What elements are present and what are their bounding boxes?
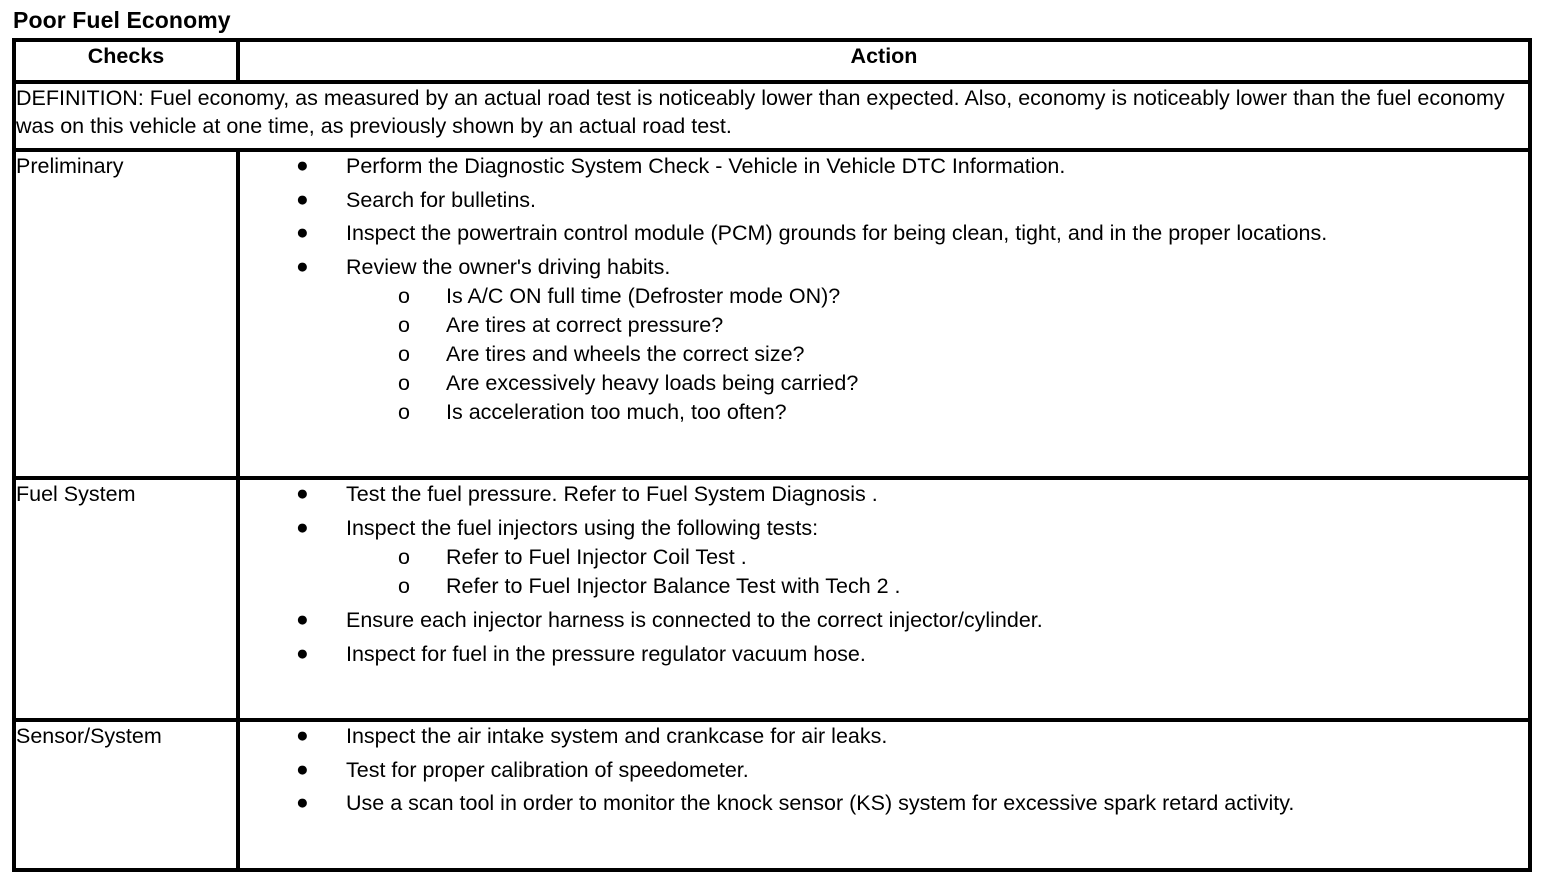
diagnostic-table xyxy=(12,38,1532,872)
action-list xyxy=(240,152,1528,427)
action-cell xyxy=(238,720,1530,870)
bullet-icon: ● xyxy=(296,641,309,665)
sub-action-item-text: Are tires and wheels the correct size? xyxy=(446,341,805,366)
sub-action-item xyxy=(346,572,1528,601)
bullet-icon: ● xyxy=(296,515,309,539)
header-row xyxy=(14,40,1530,82)
action-item-text: Perform the Diagnostic System Check - Vehicle in Vehicle DTC Information. xyxy=(346,154,1066,178)
action-item-text: Inspect for fuel in the pressure regulator vacuum hose. xyxy=(346,641,866,666)
action-item xyxy=(240,756,1528,784)
action-item-text: Test the fuel pressure. Refer to Fuel System Diagnosis . xyxy=(346,482,878,506)
sub-action-item-text: Refer to Fuel Injector Balance Test with Tech 2 . xyxy=(446,573,901,598)
action-item-text: Search for bulletins. xyxy=(346,187,537,212)
circle-bullet-icon: o xyxy=(398,312,410,337)
check-label: Preliminary xyxy=(14,150,238,478)
action-item-text: Use a scan tool in order to monitor the knock sensor (KS) system for excessive spark retard activity. xyxy=(346,791,1295,815)
table-row-sensor-system xyxy=(14,720,1530,870)
action-column-header: Action xyxy=(238,40,1530,82)
checks-column-header: Checks xyxy=(14,40,238,82)
action-item-text: Inspect the air intake system and crankcase for air leaks. xyxy=(346,724,888,748)
bullet-icon: ● xyxy=(296,254,309,278)
sub-action-list xyxy=(346,282,1528,427)
action-cell xyxy=(238,478,1530,720)
circle-bullet-icon: o xyxy=(398,370,410,395)
circle-bullet-icon: o xyxy=(398,573,410,598)
sub-action-list xyxy=(346,543,1528,601)
action-item-text: Inspect the fuel injectors using the following tests: xyxy=(346,515,819,540)
definition-row xyxy=(14,82,1530,150)
action-item xyxy=(240,722,1528,750)
sub-action-item xyxy=(346,398,1528,427)
bullet-icon: ● xyxy=(296,221,309,244)
action-item xyxy=(240,514,1528,601)
sub-action-item xyxy=(346,282,1528,311)
action-item xyxy=(240,480,1528,508)
action-cell xyxy=(238,150,1530,478)
circle-bullet-icon: o xyxy=(398,399,410,424)
sub-action-item-text: Is A/C ON full time (Defroster mode ON)? xyxy=(446,283,841,308)
circle-bullet-icon: o xyxy=(398,341,410,366)
bullet-icon: ● xyxy=(296,187,309,211)
table-row-fuel-system xyxy=(14,478,1530,720)
sub-action-item xyxy=(346,311,1528,340)
bullet-icon: ● xyxy=(296,608,309,631)
sub-action-item xyxy=(346,543,1528,572)
action-item-text: Ensure each injector harness is connected to the correct injector/cylinder. xyxy=(346,608,1043,632)
sub-action-item-text: Refer to Fuel Injector Coil Test . xyxy=(446,544,747,569)
sub-action-item-text: Is acceleration too much, too often? xyxy=(446,399,787,424)
sub-action-item xyxy=(346,340,1528,369)
table-row-preliminary xyxy=(14,150,1530,478)
action-list xyxy=(240,480,1528,668)
bullet-icon: ● xyxy=(296,154,309,177)
sub-action-item-text: Are tires at correct pressure? xyxy=(446,312,724,337)
check-label: Fuel System xyxy=(14,478,238,720)
bullet-icon: ● xyxy=(296,724,309,747)
bullet-icon: ● xyxy=(296,791,309,814)
circle-bullet-icon: o xyxy=(398,544,410,569)
sub-action-item xyxy=(346,369,1528,398)
action-item-text: Inspect the powertrain control module (PCM) grounds for being clean, tight, and in the proper locations. xyxy=(346,221,1328,245)
page-title: Poor Fuel Economy xyxy=(13,7,231,33)
bullet-icon: ● xyxy=(296,757,309,781)
action-item-text: Test for proper calibration of speedometer. xyxy=(346,757,749,782)
action-item xyxy=(240,152,1528,180)
bullet-icon: ● xyxy=(296,482,309,505)
definition-text: DEFINITION: Fuel economy, as measured by an actual road test is noticeably lower than expected. Also, economy is noticeably lower than the fuel economy was on this vehicle at one time, as previously shown by an actual road test. xyxy=(14,82,1530,150)
action-item-text: Review the owner's driving habits. xyxy=(346,254,671,279)
sub-action-item-text: Are excessively heavy loads being carried? xyxy=(446,370,859,395)
action-list xyxy=(240,722,1528,817)
action-item xyxy=(240,253,1528,427)
action-item xyxy=(240,640,1528,668)
action-item xyxy=(240,219,1528,247)
check-label: Sensor/System xyxy=(14,720,238,870)
action-item xyxy=(240,606,1528,634)
action-item xyxy=(240,186,1528,214)
circle-bullet-icon: o xyxy=(398,283,410,308)
action-item xyxy=(240,789,1528,817)
